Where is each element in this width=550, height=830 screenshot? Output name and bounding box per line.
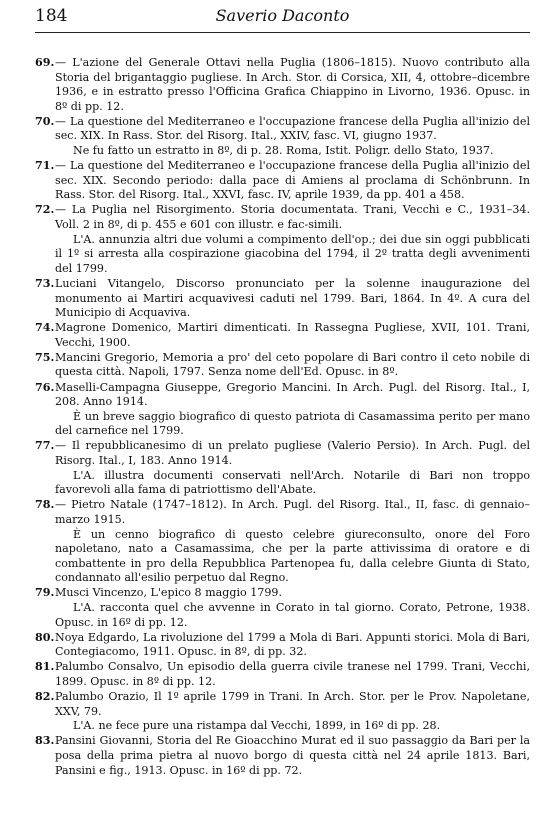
- bibliography-entry: [35, 321, 530, 350]
- bibliography-entry: [35, 631, 530, 660]
- entry-note: È un breve saggio biografico di questo patriota di Casamassima perito per mano del carnefice nel 1799.: [55, 409, 530, 438]
- header-rule: [35, 32, 530, 33]
- entry-number: 82.: [35, 690, 55, 704]
- entry-number: 80.: [35, 630, 55, 644]
- entry-note: L'A. illustra documenti conservati nell'Arch. Notarile di Bari non troppo favorevoli alla fama di patriottismo dell'Abate.: [55, 468, 530, 497]
- bibliography-entry: [35, 159, 530, 203]
- entry-text: Mancini Gregorio, Memoria a pro' del ceto popolare di Bari contro il ceto nobile di questa città. Napoli, 1797. Senza nome dell'Ed. Opusc. in 8º.: [55, 350, 530, 379]
- entry-note: L'A. ne fece pure una ristampa dal Vecchi, 1899, in 16º di pp. 28.: [73, 719, 441, 733]
- entry-text: — Il repubblicanesimo di un prelato pugliese (Valerio Persio). In Arch. Pugl. del Risorg. Ital., I, 183. Anno 1914.: [55, 439, 530, 468]
- entry-text: Palumbo Consalvo, Un episodio della guerra civile tranese nel 1799. Trani, Vecchi, 1899. Opusc. in 8º di pp. 12.: [55, 660, 530, 688]
- bibliography-entry: [35, 115, 530, 159]
- bibliography-entry: [35, 734, 530, 778]
- bibliography-list: [35, 56, 530, 779]
- bibliography-entry: [35, 660, 530, 689]
- bibliography-entry: [35, 586, 530, 630]
- entry-text: Noya Edgardo, La rivoluzione del 1799 a Mola di Bari. Appunti storici. Mola di Bari, Contegiacomo, 1911. Opusc. in 8º, di pp. 32.: [55, 630, 530, 659]
- entry-note: L'A. annunzia altri due volumi a compimento dell'op.; dei due sin oggi pubblicati il 1º si arresta alla cospirazione giacobina del 1794, il 2º tratta degli avvenimenti del 1799.: [55, 232, 530, 275]
- bibliography-entry: [35, 203, 530, 276]
- entry-text: — L'azione del Generale Ottavi nella Puglia (1806–1815). Nuovo contributo alla Storia del brigantaggio pugliese. In Arch. Stor. di Corsica, XII, 4, ottobre–dicembre 1936, e in estratto presso l'Officina Grafica Chiappino in Livorno, 1936. Opusc. in 8º di pp. 12.: [55, 56, 530, 113]
- entry-number: 76.: [35, 380, 55, 394]
- bibliography-entry: [35, 56, 530, 114]
- entry-text: Maselli-Campagna Giuseppe, Gregorio Mancini. In Arch. Pugl. del Risorg. Ital., I, 208. Anno 1914.: [55, 380, 530, 409]
- entry-number: 72.: [35, 203, 55, 217]
- entry-text: Musci Vincenzo, L'epico 8 maggio 1799.: [55, 586, 282, 600]
- entry-text: — La questione del Mediterraneo e l'occupazione francese della Puglia all'inizio del sec. XIX. Secondo periodo: dalla pace di Amiens al proclama di Schönbrunn. In Rass. Stor. del Risorg. Ital., XXVI, fasc. IV, aprile 1939, da pp. 401 a 458.: [55, 159, 530, 202]
- entry-text: — Pietro Natale (1747–1812). In Arch. Pugl. del Risorg. Ital., II, fasc. di gennaio–marzo 1915.: [55, 498, 530, 526]
- bibliography-entry: [35, 690, 530, 734]
- entry-number: 79.: [35, 586, 55, 600]
- entry-number: 75.: [35, 350, 55, 364]
- entry-note: È un cenno biografico di questo celebre giureconsulto, onore del Foro napoletano, nato a Casamassima, che per la parte attivissima di oratore e di combattente in pro della Repubblica Partenopea fu, dalla celebre Giunta di Stato, condannato all'esilio perpetuo dal Regno.: [55, 527, 530, 585]
- entry-note: Ne fu fatto un estratto in 8º, di p. 28. Roma, Istit. Poligr. dello Stato, 1937.: [73, 144, 494, 158]
- entry-text: Magrone Domenico, Martiri dimenticati. In Rassegna Pugliese, XVII, 101. Trani, Vecchi, 1900.: [55, 321, 530, 349]
- bibliography-entry: [35, 439, 530, 497]
- bibliography-entry: [35, 498, 530, 586]
- entry-text: Luciani Vitangelo, Discorso pronunciato per la solenne inaugurazione del monumento ai Martiri acquavivesi caduti nel 1799. Bari, 1864. In 4º. A cura del Municipio di Acquaviva.: [55, 276, 530, 320]
- entry-number: 74.: [35, 321, 55, 335]
- entry-text: — La questione del Mediterraneo e l'occupazione francese della Puglia all'inizio del sec. XIX. In Rass. Stor. del Risorg. Ital., XXIV, fasc. VI, giugno 1937.: [55, 114, 530, 143]
- entry-text: — La Puglia nel Risorgimento. Storia documentata. Trani, Vecchi e C., 1931–34. Voll. 2 in 8º, di p. 455 e 601 con illustr. e fac-simili.: [55, 203, 530, 232]
- bibliography-entry: [35, 381, 530, 439]
- page-number: 184: [35, 6, 68, 26]
- entry-note: L'A. racconta quel che avvenne in Corato in tal giorno. Corato, Petrone, 1938. Opusc. in 16º di pp. 12.: [55, 600, 530, 629]
- entry-text: Palumbo Orazio, Il 1º aprile 1799 in Trani. In Arch. Stor. per le Prov. Napoletane, XXV, 79.: [55, 690, 530, 718]
- running-title: Saverio Daconto: [215, 6, 350, 25]
- bibliography-entry: [35, 351, 530, 380]
- entry-text: Pansini Giovanni, Storia del Re Gioacchino Murat ed il suo passaggio da Bari per la posa della prima pietra al nuovo borgo di questa città nel 24 aprile 1813. Bari, Pansini e fig., 1913. Opusc. in 16º di pp. 72.: [55, 734, 530, 777]
- bibliography-entry: [35, 277, 530, 321]
- entry-number: 69.: [35, 56, 55, 69]
- page-header: [35, 4, 530, 30]
- entry-number: 70.: [35, 114, 55, 128]
- entry-number: 73.: [35, 276, 55, 290]
- entry-number: 71.: [35, 159, 55, 173]
- entry-number: 83.: [35, 734, 55, 748]
- entry-number: 78.: [35, 498, 55, 512]
- entry-number: 77.: [35, 439, 55, 453]
- entry-number: 81.: [35, 660, 55, 674]
